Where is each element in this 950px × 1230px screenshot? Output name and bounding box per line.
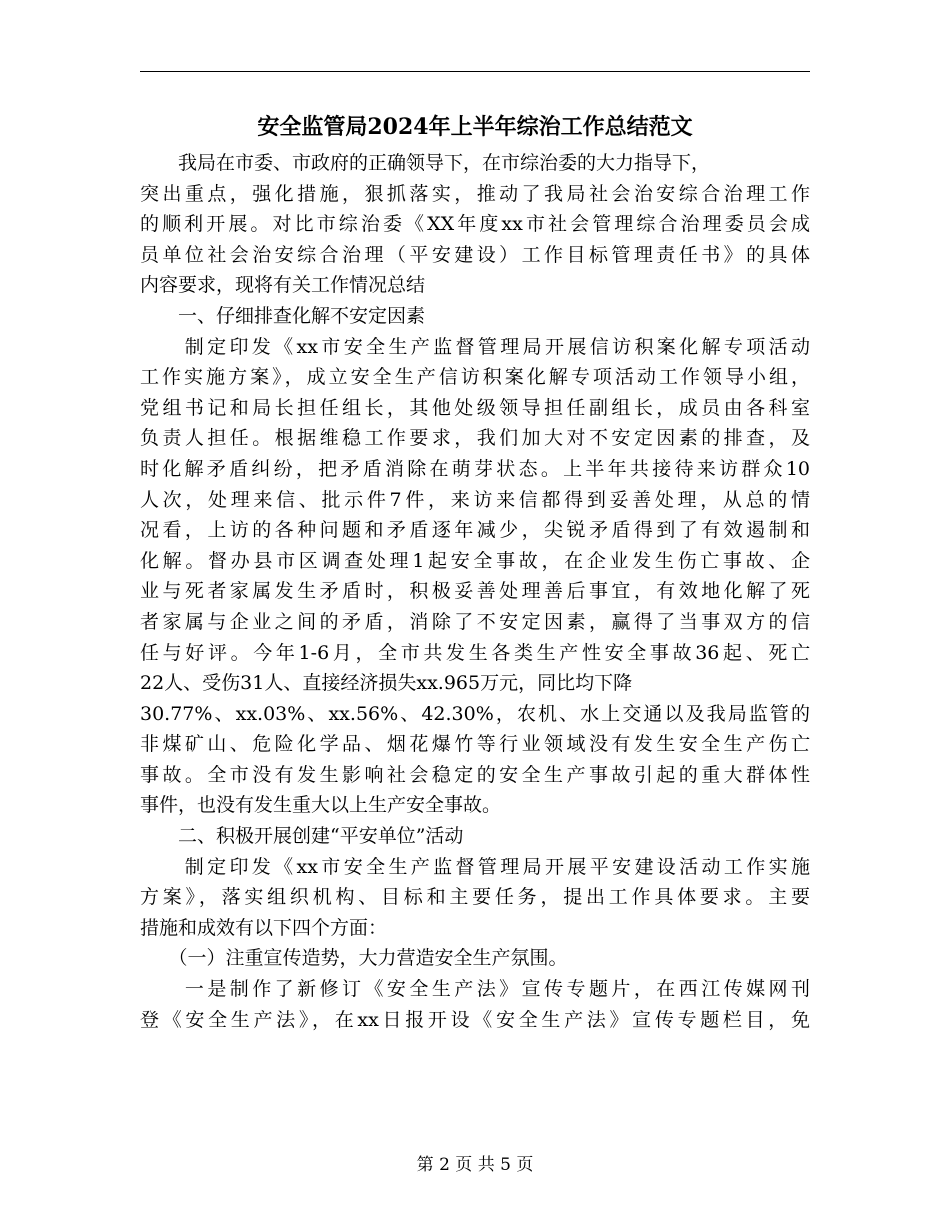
body-line: 二、积极开展创建“平安单位”活动 [140,825,464,848]
body-line: 登《安全生产法》，在xx日报开设《安全生产法》宣传专题栏目，免 [140,1008,810,1031]
body-line: 任与好评。今年1-6月，全市共发生各类生产性安全事故36起、死亡 [140,641,810,664]
body-line: 员单位社会治安综合治理（平安建设）工作目标管理责任书》的具体 [140,243,810,266]
body-line: 22人、受伤31人、直接经济损失xx.965万元，同比均下降 [140,672,633,695]
body-line: 工作实施方案》，成立安全生产信访积案化解专项活动工作领导小组， [140,366,810,389]
body-line: 制定印发《xx市安全生产监督管理局开展信访积案化解专项活动 [140,335,810,358]
body-line: 一是制作了新修订《安全生产法》宣传专题片，在西江传媒网刊 [140,978,810,1001]
body-line: （一）注重宣传造势，大力营造安全生产氛围。 [140,947,568,970]
body-line: 业与死者家属发生矛盾时，积极妥善处理善后事宜，有效地化解了死 [140,580,810,603]
body-line: 制定印发《xx市安全生产监督管理局开展平安建设活动工作实施 [140,855,810,878]
document-body [140,148,810,1035]
body-line: 事件，也没有发生重大以上生产安全事故。 [140,794,502,817]
body-line: 事故。全市没有发生影响社会稳定的安全生产事故引起的重大群体性 [140,763,810,786]
body-line: 内容要求，现将有关工作情况总结 [140,274,426,297]
body-line: 党组书记和局长担任组长，其他处级领导担任副组长，成员由各科室 [140,396,810,419]
body-line: 措施和成效有以下四个方面： [140,916,388,939]
document-title: 安全监管局2024年上半年综治工作总结范文 [257,114,693,140]
body-line: 30.77%、xx.03%、xx.56%、42.30%，农机、水上交通以及我局监管的 [140,702,810,725]
body-line: 方案》，落实组织机构、目标和主要任务，提出工作具体要求。主要 [140,886,810,909]
body-line: 人次，处理来信、批示件7件，来访来信都得到妥善处理，从总的情 [140,488,810,511]
body-line: 化解。督办县市区调查处理1起安全事故，在企业发生伤亡事故、企 [140,549,810,572]
body-line: 突出重点，强化措施，狠抓落实，推动了我局社会治安综合治理工作 [140,182,810,205]
body-line: 负责人担任。根据维稳工作要求，我们加大对不安定因素的排查，及 [140,427,810,450]
body-line: 况看，上访的各种问题和矛盾逐年减少，尖锐矛盾得到了有效遏制和 [140,519,810,542]
body-line: 的顺利开展。对比市综治委《XX年度xx市社会管理综合治理委员会成 [140,213,810,236]
page-footer: 第 2 页 共 5 页 [416,1155,534,1175]
header-rule [140,71,810,72]
body-line: 时化解矛盾纠纷，把矛盾消除在萌芽状态。上半年共接待来访群众10 [140,457,810,480]
body-line: 一、仔细排查化解不安定因素 [140,304,426,327]
body-line: 者家属与企业之间的矛盾，消除了不安定因素，赢得了当事双方的信 [140,610,810,633]
body-line: 非煤矿山、危险化学品、烟花爆竹等行业领域没有发生安全生产伤亡 [140,733,810,756]
body-line: 我局在市委、市政府的正确领导下，在市综治委的大力指导下， [140,152,711,174]
